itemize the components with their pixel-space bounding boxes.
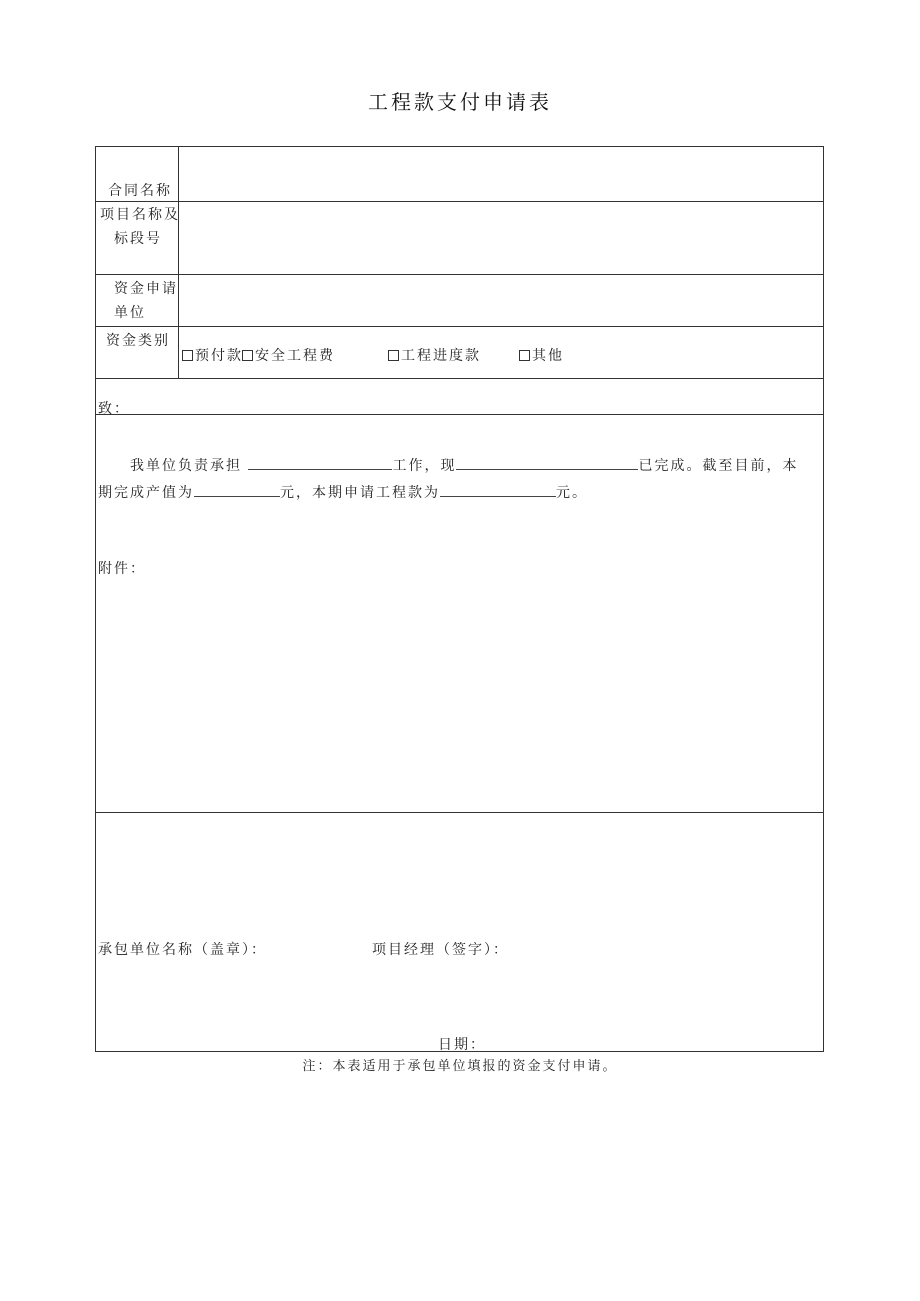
- column-divider: [178, 147, 179, 378]
- checkbox-icon[interactable]: [242, 350, 253, 361]
- checkbox-icon[interactable]: [519, 350, 530, 361]
- body-text: 期完成产值为: [98, 485, 194, 501]
- row-divider: [96, 201, 823, 202]
- fund-option-label: 其他: [532, 348, 564, 364]
- fund-option-label: 工程进度款: [401, 348, 481, 364]
- fund-option-progress[interactable]: [388, 345, 481, 365]
- body-text: 已完成。截至目前，本: [638, 458, 799, 474]
- fund-option-prepayment[interactable]: [182, 345, 243, 365]
- requested-amount-blank[interactable]: [440, 482, 556, 497]
- body-text: 我单位负责承担: [130, 458, 242, 474]
- form-title: 工程款支付申请表: [368, 90, 552, 114]
- body-line-2: [98, 482, 588, 502]
- application-form-table: [95, 146, 824, 1052]
- completed-work-blank[interactable]: [456, 455, 638, 470]
- applicant-label-line2: 单位: [114, 305, 146, 321]
- contractor-seal-label: 承包单位名称（盖章）：: [98, 942, 267, 958]
- fund-option-label: 预付款: [195, 348, 243, 364]
- fund-option-safety[interactable]: [242, 345, 335, 365]
- work-scope-blank[interactable]: [248, 455, 392, 470]
- body-text: 元。: [556, 485, 588, 501]
- fund-type-label: 资金类别: [106, 333, 170, 349]
- applicant-field[interactable]: [180, 276, 823, 325]
- checkbox-icon[interactable]: [388, 350, 399, 361]
- output-value-blank[interactable]: [194, 482, 280, 497]
- project-name-field[interactable]: [180, 203, 823, 273]
- row-divider: [96, 378, 823, 379]
- row-divider: [96, 414, 823, 415]
- applicant-label-line1: 资金申请: [114, 281, 178, 297]
- footnote: 注：本表适用于承包单位填报的资金支付申请。: [302, 1059, 618, 1074]
- row-divider: [96, 274, 823, 275]
- fund-option-label: 安全工程费: [255, 348, 335, 364]
- fund-option-other[interactable]: [519, 345, 564, 365]
- project-name-label-line1: 项目名称及: [100, 207, 180, 223]
- checkbox-icon[interactable]: [182, 350, 193, 361]
- body-text: 工作，现: [392, 458, 457, 474]
- date-label: 日期：: [438, 1037, 486, 1053]
- body-text: 元，本期申请工程款为: [280, 485, 440, 501]
- project-name-label-line2: 标段号: [114, 231, 162, 247]
- body-line-1: [130, 455, 798, 475]
- to-label: 致：: [98, 401, 130, 417]
- contract-name-label: 合同名称: [108, 183, 172, 199]
- contract-name-field[interactable]: [180, 148, 823, 200]
- project-manager-signature-label: 项目经理（签字）：: [372, 942, 509, 958]
- row-divider: [96, 326, 823, 327]
- attachment-label: 附件：: [98, 561, 146, 577]
- row-divider: [96, 812, 823, 813]
